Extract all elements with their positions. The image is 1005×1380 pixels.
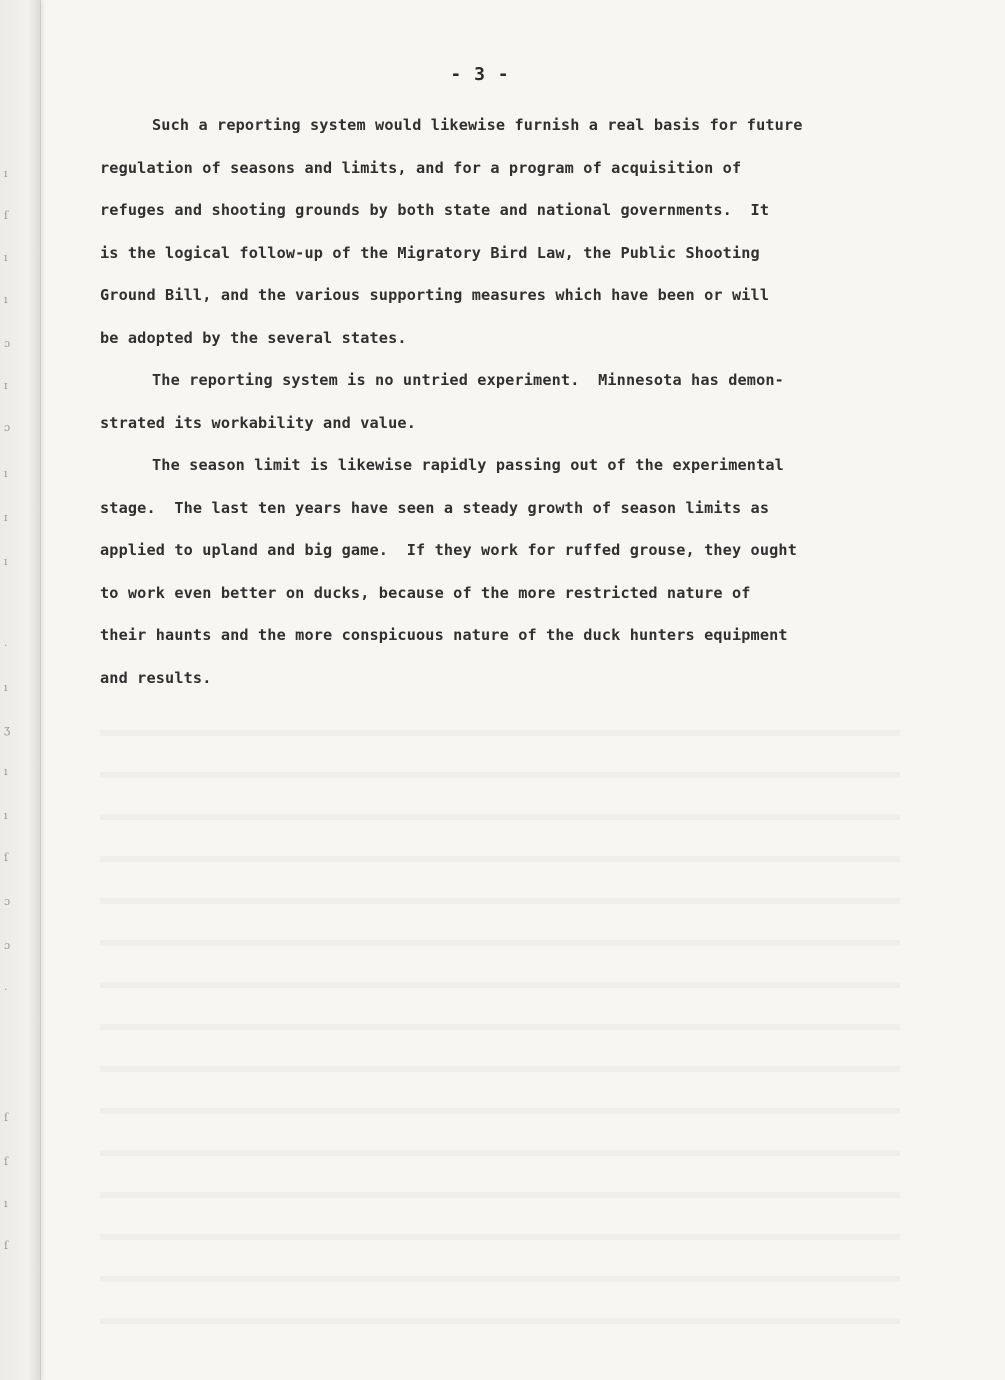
bleed-mark: ı — [4, 765, 8, 778]
bleed-mark: ſ — [4, 851, 9, 864]
bleed-mark: · — [4, 983, 8, 996]
bleed-mark: ſ — [4, 209, 9, 222]
bleed-mark: ı — [4, 251, 8, 264]
bleed-mark: ſ — [4, 1239, 9, 1252]
text-line: Such a reporting system would likewise furnish a real basis for future — [152, 116, 803, 134]
adjacent-page-edge — [0, 0, 41, 1380]
bleed-mark: ı — [4, 809, 8, 822]
bleed-mark: ı — [4, 681, 8, 694]
paper-show-through — [100, 700, 900, 1360]
bleed-mark: · — [4, 639, 8, 652]
bleed-mark: ſ — [4, 1155, 9, 1168]
text-line: their haunts and the more conspicuous nature of the duck hunters equipment — [100, 626, 788, 644]
bleed-mark: ſ — [4, 1111, 9, 1124]
bleed-mark: ɔ — [4, 939, 11, 952]
text-line: applied to upland and big game. If they work for ruffed grouse, they ought — [100, 541, 798, 559]
bleed-mark: ı — [4, 467, 8, 480]
bleed-mark: ı — [4, 167, 8, 180]
bleed-mark: ɪ — [4, 379, 8, 392]
bleed-mark: ı — [4, 293, 8, 306]
bleed-mark: ʒ — [4, 723, 11, 736]
bleed-mark: ɔ — [4, 337, 11, 350]
paragraph-3 — [100, 444, 900, 699]
text-line: is the logical follow-up of the Migratory Bird Law, the Public Shooting — [100, 243, 760, 262]
paragraph-2 — [100, 359, 900, 444]
bleed-mark: ı — [4, 555, 8, 568]
bleed-mark: ı — [4, 1197, 8, 1210]
text-line: regulation of seasons and limits, and for a program of acquisition of — [100, 158, 742, 177]
bleed-mark: ɪ — [4, 511, 8, 524]
paragraph-1 — [100, 104, 900, 359]
text-line: The season limit is likewise rapidly passing out of the experimental — [152, 456, 784, 474]
page-number: - 3 - — [450, 64, 510, 85]
bleed-mark: ɔ — [4, 895, 11, 908]
document-body — [100, 104, 900, 699]
text-line: be adopted by the several states. — [100, 328, 407, 347]
text-line: and results. — [100, 668, 212, 687]
text-line: stage. The last ten years have seen a steady growth of season limits as — [100, 498, 770, 517]
text-line: refuges and shooting grounds by both state and national governments. It — [100, 201, 770, 219]
text-line: The reporting system is no untried experiment. Minnesota has demon- — [152, 371, 784, 389]
text-line: strated its workability and value. — [100, 413, 416, 432]
text-line: to work even better on ducks, because of the more restricted nature of — [100, 583, 751, 602]
bleed-mark: ɔ — [4, 421, 11, 434]
text-line: Ground Bill, and the various supporting measures which have been or will — [100, 286, 770, 304]
